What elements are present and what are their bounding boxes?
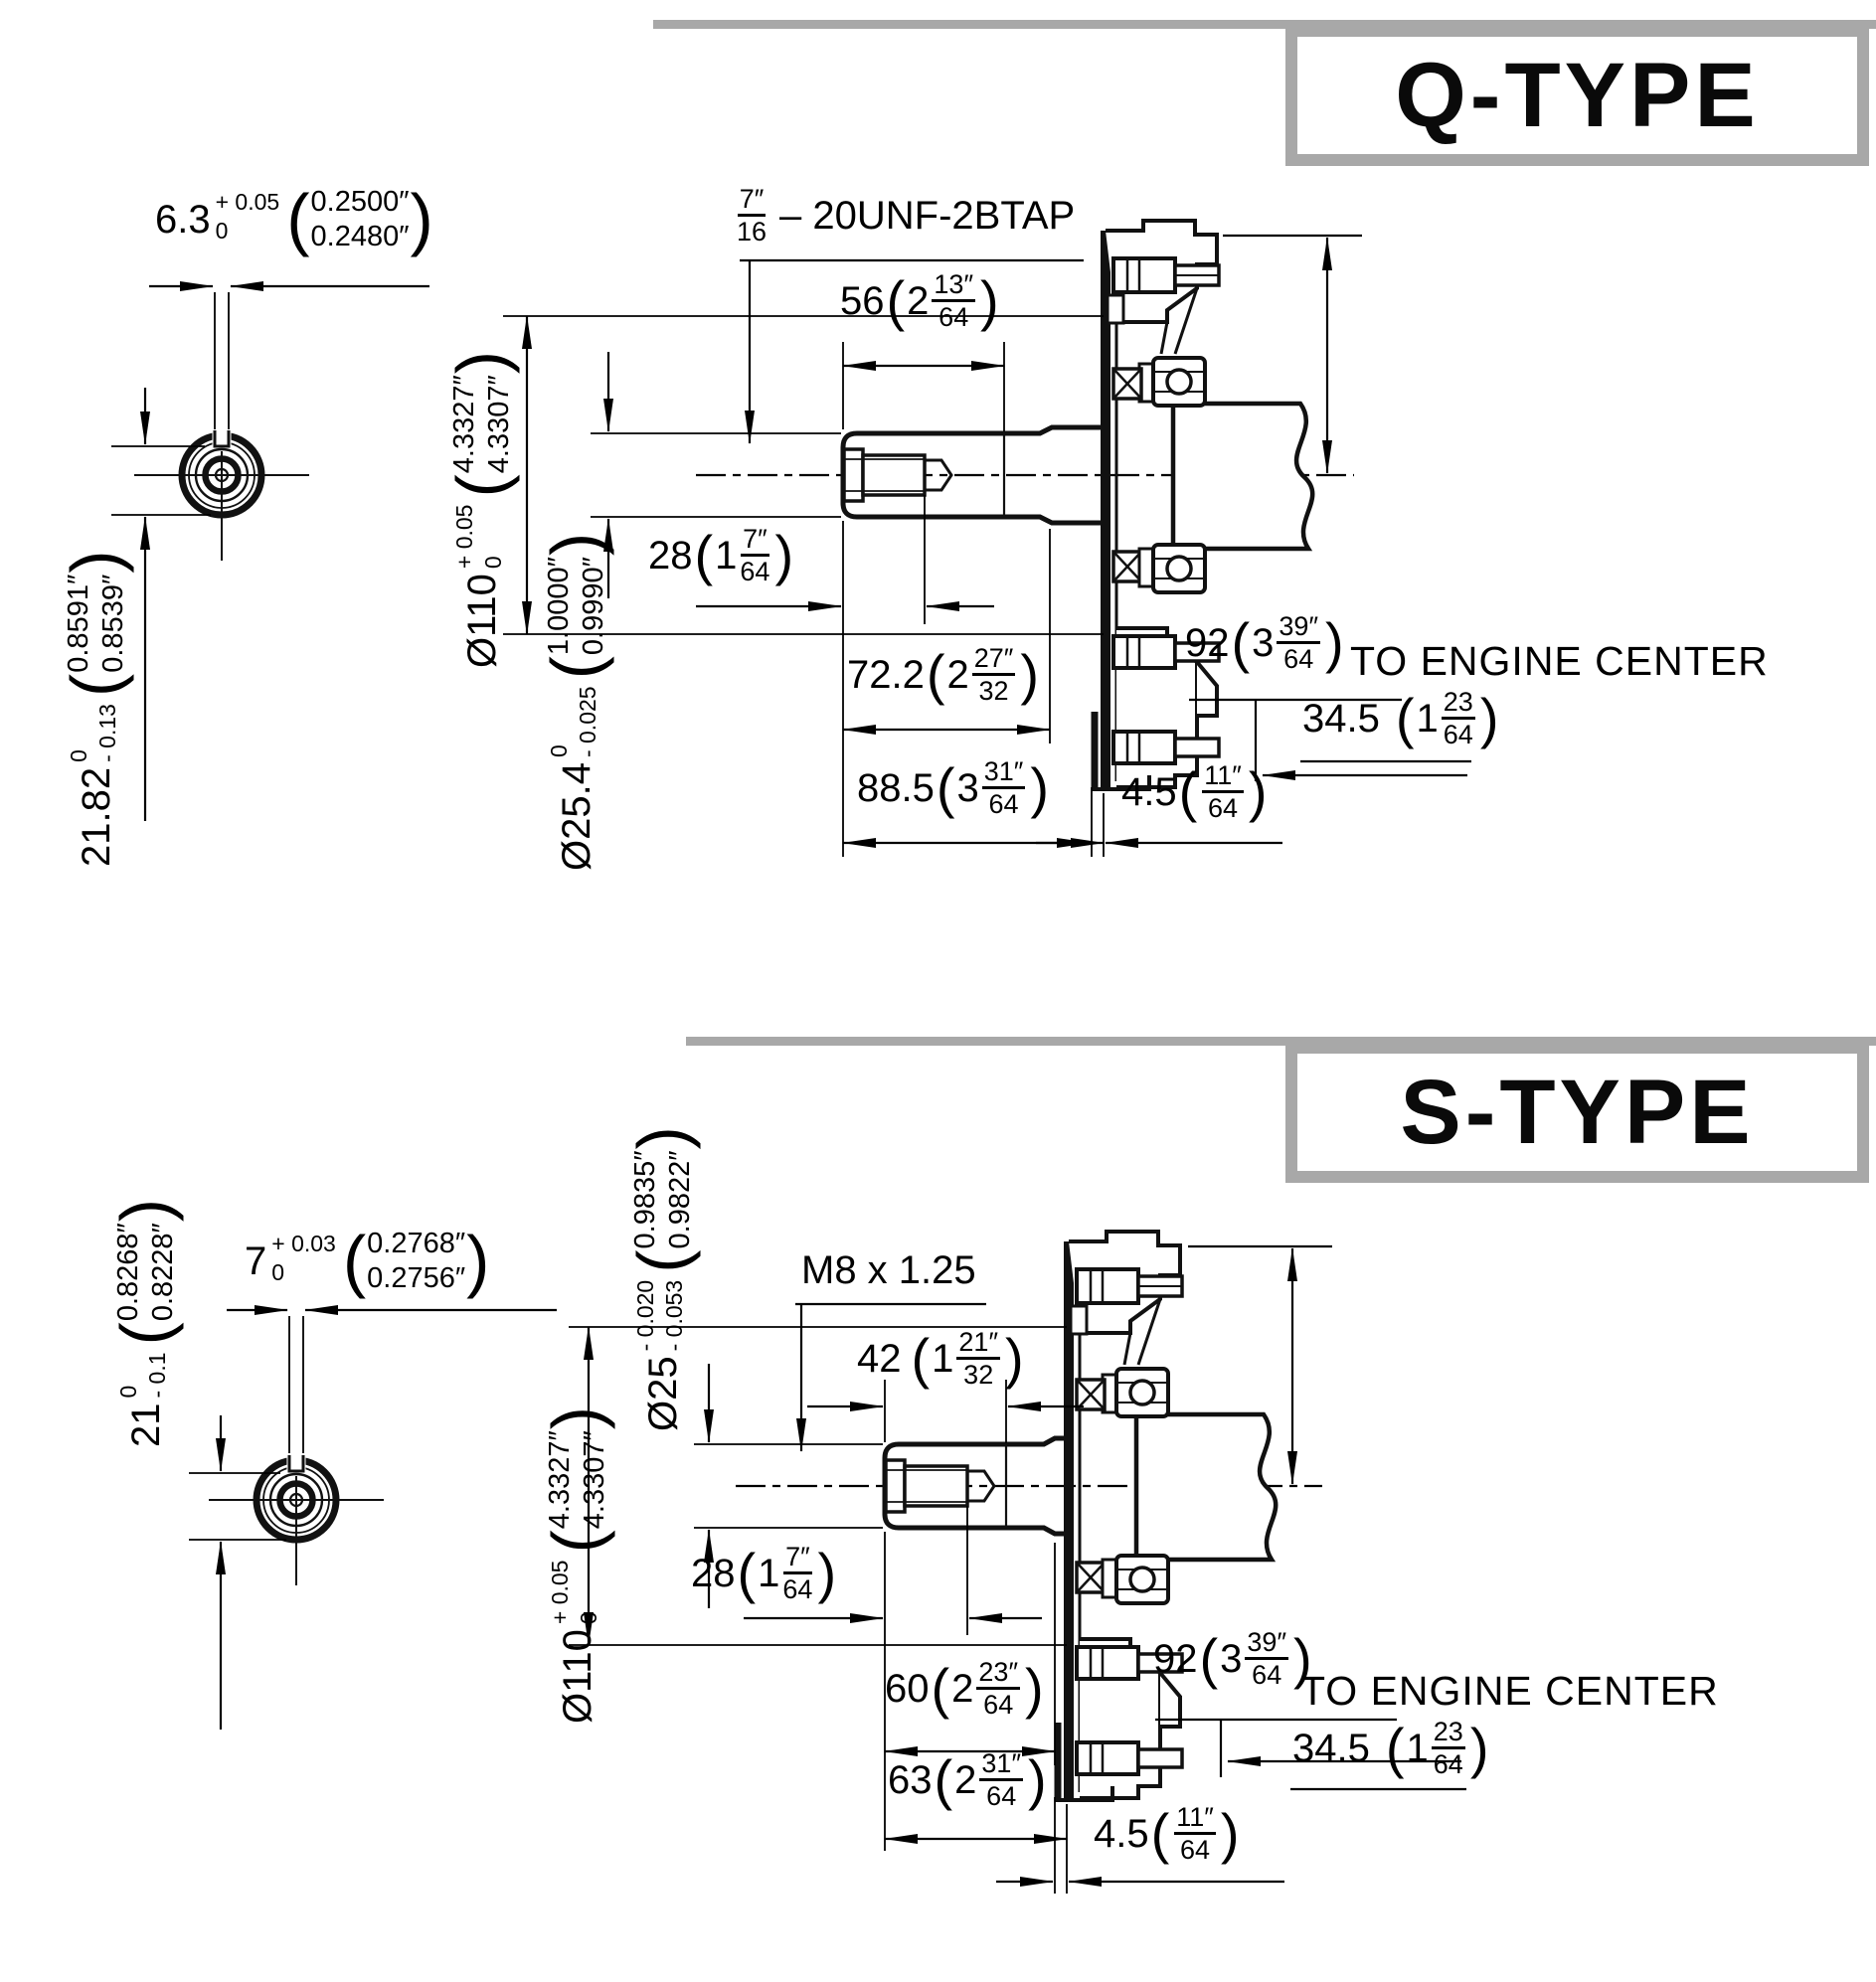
tolerance-stack (546, 1561, 603, 1625)
frac-den: 64 (1208, 793, 1239, 824)
paren-close: ) (442, 350, 521, 375)
tol-top: 0 (546, 744, 573, 758)
s-pilot-diameter-110-dim (538, 1405, 616, 1724)
tolerance-stack (216, 188, 280, 246)
dim-mm: 88.5 (857, 765, 935, 810)
frac-num: 7″ (783, 1543, 812, 1574)
paren-open: ( (694, 523, 714, 586)
q-keyway-depth-dim (57, 549, 135, 867)
dim-inch-whole: 1 (758, 1551, 780, 1595)
dim-inch-whole: 2 (907, 278, 930, 323)
dim-inch-whole: 1 (1406, 1726, 1429, 1770)
frac-den: 64 (782, 1574, 813, 1605)
dim-inch-whole: 3 (1252, 620, 1275, 665)
paren-open: ( (57, 673, 135, 698)
s-thread-length-42-dim (857, 1328, 1026, 1390)
q-tap-callout (734, 185, 1075, 247)
paren-open: ( (1385, 1716, 1405, 1779)
inch-bot: 0.9822″ (663, 1150, 696, 1249)
s-engine-flange-section (1055, 1232, 1276, 1800)
inch-top: 0.8591″ (63, 574, 94, 673)
tol-top: + 0.05 (215, 189, 280, 216)
dim-inch-fraction (1277, 612, 1320, 674)
s-shaft-side-view (885, 1438, 1069, 1534)
paren-open: ( (623, 1249, 702, 1273)
paren-open: ( (931, 1656, 950, 1720)
paren-open: ( (106, 1322, 185, 1346)
dim-inch-fraction (972, 644, 1016, 706)
inch-bot: 4.3307″ (578, 1430, 610, 1530)
frac-num: 21″ (956, 1328, 1000, 1360)
s-shaft-diameter-25-dim (623, 1125, 702, 1431)
dim-inch-fraction (979, 1749, 1023, 1811)
frac-num: 31″ (982, 757, 1026, 789)
tol-bot: - 0.13 (93, 704, 120, 762)
dim-mm: 92 (1185, 620, 1230, 665)
dim-value: Ø110 (459, 574, 504, 668)
q-type-title (1285, 25, 1869, 166)
inch-stack (111, 1223, 181, 1321)
paren-close: ) (1030, 755, 1050, 819)
dim-mm: 4.5 (1094, 1811, 1149, 1856)
inch-top: 0.9835″ (629, 1150, 661, 1249)
dim-inch-fraction (982, 757, 1026, 819)
tol-bot: - 0.1 (143, 1352, 170, 1399)
s-length-63-dim (888, 1749, 1049, 1811)
paren-close: ) (1220, 1801, 1240, 1865)
dim-inch-fraction (956, 1328, 1000, 1390)
tol-bot: 0 (215, 217, 229, 244)
dim-mm: 28 (648, 533, 693, 578)
tol-top: + 0.05 (547, 1560, 574, 1625)
frac-num: 7″ (738, 185, 767, 217)
tol-bot: - 0.053 (660, 1279, 687, 1352)
q-height-92-dim (1185, 612, 1346, 674)
dim-inch-fraction (1174, 1803, 1216, 1865)
dim-inch-whole: 3 (956, 765, 979, 810)
inch-top: 4.3327″ (448, 375, 480, 474)
inch-top: 1.0000″ (543, 557, 575, 656)
dim-mm: 34.5 (1302, 696, 1380, 741)
tol-top: 0 (66, 749, 92, 762)
frac-num: 23 (1442, 688, 1475, 720)
inch-bot: 0.8228″ (146, 1223, 179, 1322)
paren-close: ) (1479, 686, 1499, 749)
inch-bot: 0.2480″ (310, 220, 410, 252)
frac-den: 64 (986, 1781, 1017, 1812)
q-shaft-length-56-dim (840, 270, 1001, 332)
frac-num: 13″ (932, 270, 975, 302)
paren-close: ) (106, 1198, 185, 1223)
dim-inch-whole: 2 (954, 1757, 977, 1802)
inch-bot: 0.9990″ (577, 557, 609, 656)
inch-top: 0.2500″ (310, 186, 410, 218)
dim-inch-whole: 1 (932, 1336, 954, 1381)
paren-open: ( (911, 1326, 931, 1390)
inch-bot: 4.3307″ (482, 375, 515, 474)
s-thread-depth-28-dim (691, 1543, 838, 1604)
dim-mm: 42 (857, 1336, 902, 1381)
frac-den: 32 (963, 1360, 994, 1391)
tol-top: - 0.020 (632, 1279, 659, 1352)
paren-close: ) (1005, 1326, 1024, 1390)
paren-close: ) (1020, 642, 1040, 706)
s-offset-45-dim (1094, 1803, 1242, 1865)
inch-bot: 0.2756″ (367, 1261, 466, 1294)
paren-close: ) (537, 532, 615, 557)
dim-mm: 56 (840, 278, 885, 323)
paren-open: ( (342, 1222, 367, 1300)
frac-num: 11″ (1174, 1803, 1216, 1835)
dim-inch-whole: 3 (1220, 1636, 1243, 1681)
dim-value: 7 (245, 1239, 267, 1283)
tol-top: + 0.05 (451, 504, 478, 570)
paren-close: ) (623, 1126, 702, 1150)
tolerance-stack (450, 505, 508, 570)
tolerance-stack (114, 1352, 172, 1398)
s-height-92-dim (1153, 1628, 1314, 1690)
s-keyway-depth-dim (106, 1198, 185, 1447)
tolerance-stack (631, 1280, 689, 1352)
frac-den: 64 (740, 557, 770, 587)
paren-open: ( (1150, 1801, 1170, 1865)
q-offset-345-dim (1302, 688, 1500, 749)
paren-close: ) (1293, 1626, 1312, 1690)
frac-den: 64 (1433, 1749, 1463, 1780)
tap-thread-text: M8 x 1.25 (801, 1248, 976, 1292)
inch-top: 0.8268″ (112, 1223, 144, 1322)
frac-den: 64 (988, 789, 1019, 820)
dim-inch-fraction (1442, 688, 1475, 749)
frac-num: 39″ (1277, 612, 1320, 644)
frac-num: 11″ (1202, 761, 1244, 793)
frac-den: 16 (737, 217, 767, 248)
paren-open: ( (286, 180, 310, 258)
paren-close: ) (1248, 759, 1268, 823)
paren-open: ( (934, 1747, 953, 1811)
paren-close: ) (1028, 1747, 1047, 1811)
q-thread-depth-28-dim (648, 525, 795, 586)
paren-open: ( (1231, 610, 1251, 674)
paren-close: ) (1469, 1716, 1489, 1779)
tap-thread-text: – 20UNF-2BTAP (779, 193, 1076, 238)
dim-mm: 28 (691, 1551, 736, 1595)
frac-den: 64 (1283, 644, 1314, 675)
dim-inch-whole: 1 (715, 533, 738, 578)
q-keyway-width-dim (155, 180, 434, 258)
dim-mm: 92 (1153, 1636, 1198, 1681)
inch-stack (62, 575, 131, 673)
tolerance-stack (545, 686, 602, 757)
paren-close: ) (1025, 1656, 1044, 1720)
paren-open: ( (1178, 759, 1198, 823)
q-shaft-end-view (134, 429, 309, 561)
dim-inch-fraction (740, 525, 769, 586)
s-length-60-dim (885, 1658, 1046, 1720)
q-length-885-dim (857, 757, 1051, 819)
paren-open: ( (886, 268, 906, 332)
paren-open: ( (926, 642, 945, 706)
dim-inch-whole: 2 (951, 1666, 974, 1711)
frac-den: 32 (978, 676, 1009, 707)
inch-stack (311, 185, 410, 254)
dim-inch-fraction (1202, 761, 1244, 823)
paren-close: ) (817, 1541, 837, 1604)
dim-mm: 63 (888, 1757, 933, 1802)
inch-stack (367, 1227, 465, 1296)
paren-open: ( (936, 755, 955, 819)
dim-value: Ø25 (640, 1356, 685, 1431)
s-offset-345-dim (1292, 1718, 1490, 1779)
dim-inch-fraction (1432, 1718, 1465, 1779)
s-type-title (1285, 1042, 1869, 1183)
tol-bot: - 0.025 (574, 686, 600, 758)
tol-bot: 0 (271, 1258, 285, 1285)
frac-den: 64 (1180, 1835, 1211, 1866)
inch-top: 4.3327″ (544, 1430, 576, 1530)
paren-close: ) (980, 268, 999, 332)
dim-inch-fraction (782, 1543, 812, 1604)
paren-close: ) (410, 180, 433, 258)
inch-top: 0.2768″ (367, 1228, 466, 1259)
paren-close: ) (774, 523, 794, 586)
s-type-label: S-TYPE (1400, 1061, 1755, 1163)
frac-num: 31″ (979, 1749, 1023, 1781)
dim-mm: 60 (885, 1666, 930, 1711)
tol-top: 0 (115, 1385, 142, 1399)
dim-inch-fraction (932, 270, 975, 332)
tolerance-stack (271, 1230, 336, 1287)
paren-open: ( (737, 1541, 757, 1604)
paren-close: ) (466, 1222, 490, 1300)
inch-bot: 0.8539″ (96, 574, 129, 673)
inch-stack (628, 1151, 698, 1249)
paren-open: ( (1199, 1626, 1219, 1690)
frac-num: 39″ (1245, 1628, 1288, 1660)
frac-num: 7″ (741, 525, 769, 557)
inch-stack (543, 1430, 612, 1529)
paren-open: ( (538, 1530, 616, 1554)
dim-value: Ø110 (555, 1629, 599, 1724)
inch-stack (542, 557, 611, 655)
paren-open: ( (1395, 686, 1415, 749)
dim-mm: 4.5 (1121, 769, 1177, 814)
frac-den: 64 (1443, 720, 1473, 750)
frac-den: 64 (938, 302, 969, 333)
s-keyway-width-dim (245, 1222, 490, 1300)
q-type-label: Q-TYPE (1395, 44, 1760, 146)
paren-open: ( (537, 656, 615, 680)
q-to-engine-center-label: TO ENGINE CENTER (1350, 638, 1769, 684)
dim-mm: 72.2 (847, 652, 925, 697)
s-to-engine-center-label: TO ENGINE CENTER (1300, 1668, 1719, 1714)
dim-inch-fraction (976, 1658, 1020, 1720)
tap-thread-fraction (737, 185, 767, 247)
dim-value: 21.82 (74, 766, 118, 867)
q-length-722-dim (847, 644, 1041, 706)
dim-inch-fraction (1245, 1628, 1288, 1690)
s-tap-callout (801, 1250, 976, 1290)
tol-bot: 0 (575, 1611, 601, 1625)
dim-value: Ø25.4 (554, 762, 598, 871)
dim-inch-whole: 1 (1416, 696, 1439, 741)
inch-stack (447, 375, 517, 473)
paren-close: ) (57, 550, 135, 574)
paren-close: ) (1325, 610, 1344, 674)
tolerance-stack (65, 704, 122, 762)
dim-value: 6.3 (155, 197, 211, 242)
q-shaft-diameter-254-dim (537, 532, 615, 871)
frac-num: 23 (1432, 1718, 1465, 1749)
frac-num: 27″ (972, 644, 1016, 676)
dim-value: 21 (123, 1403, 168, 1447)
frac-num: 23″ (976, 1658, 1020, 1690)
dim-inch-whole: 2 (946, 652, 969, 697)
tol-bot: 0 (479, 556, 506, 570)
q-pilot-diameter-110-dim (442, 350, 521, 668)
q-engine-flange-section (1092, 221, 1312, 789)
frac-den: 64 (1252, 1660, 1282, 1691)
q-offset-45-dim (1121, 761, 1270, 823)
frac-den: 64 (983, 1690, 1014, 1721)
paren-open: ( (442, 474, 521, 498)
dim-mm: 34.5 (1292, 1726, 1370, 1770)
tol-top: + 0.03 (271, 1231, 336, 1257)
paren-close: ) (538, 1405, 616, 1430)
